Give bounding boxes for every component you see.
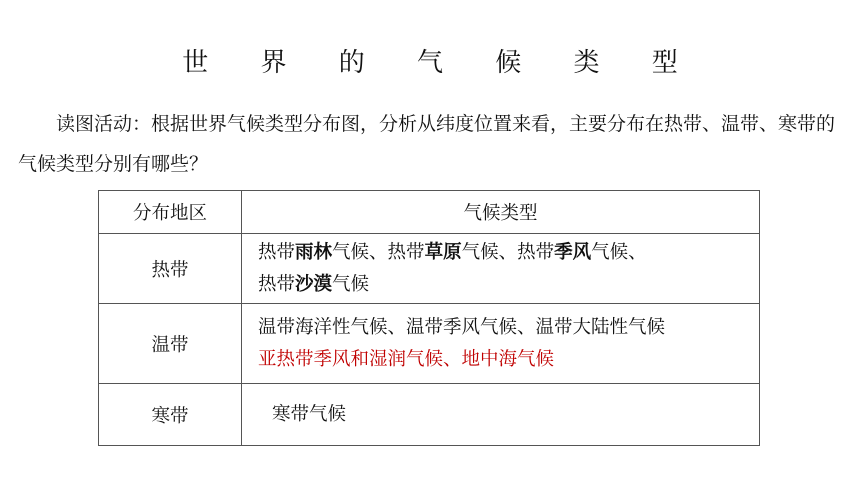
- text-segment: 气候、: [591, 241, 647, 263]
- tropical-line-2: [258, 269, 759, 301]
- header-region: 分布地区: [99, 191, 242, 234]
- types-temperate: [242, 304, 760, 384]
- climate-table: [98, 190, 760, 446]
- text-segment: 气候、: [461, 241, 518, 263]
- region-tropical: 热带: [99, 234, 242, 304]
- temperate-line-1: 温带海洋性气候、温带季风气候、温带大陆性气候: [258, 316, 666, 338]
- table-row-frigid: [99, 384, 760, 446]
- region-frigid: 寒带: [99, 384, 242, 446]
- bold-segment: 草原: [424, 241, 462, 263]
- text-segment: 热带: [258, 241, 296, 263]
- text-segment: 气候: [332, 273, 370, 295]
- page-title: 世 界 的 气 候 类 型: [182, 48, 700, 78]
- activity-prompt: 读图活动：根据世界气候类型分布图，分析从纬度位置来看，主要分布在热带、温带、寒带的气候类型分别有哪些？: [18, 113, 836, 175]
- tropical-line-1: [258, 237, 759, 269]
- text-segment: 热带: [517, 241, 555, 263]
- table-row-temperate: [99, 304, 760, 384]
- header-types: 气候类型: [242, 191, 760, 234]
- types-tropical: [242, 234, 760, 304]
- types-frigid: 寒带气候: [242, 384, 760, 446]
- bold-segment: 沙漠: [295, 273, 333, 295]
- table-row-tropical: [99, 234, 760, 304]
- text-segment: 热带: [387, 241, 425, 263]
- temperate-line-2-highlight: 亚热带季风和湿润气候、地中海气候: [258, 348, 555, 370]
- region-temperate: 温带: [99, 304, 242, 384]
- bold-segment: 季风: [554, 241, 592, 263]
- table-header-row: [99, 191, 760, 234]
- text-segment: 气候、: [332, 241, 388, 263]
- text-segment: 热带: [258, 273, 296, 295]
- bold-segment: 雨林: [295, 241, 333, 263]
